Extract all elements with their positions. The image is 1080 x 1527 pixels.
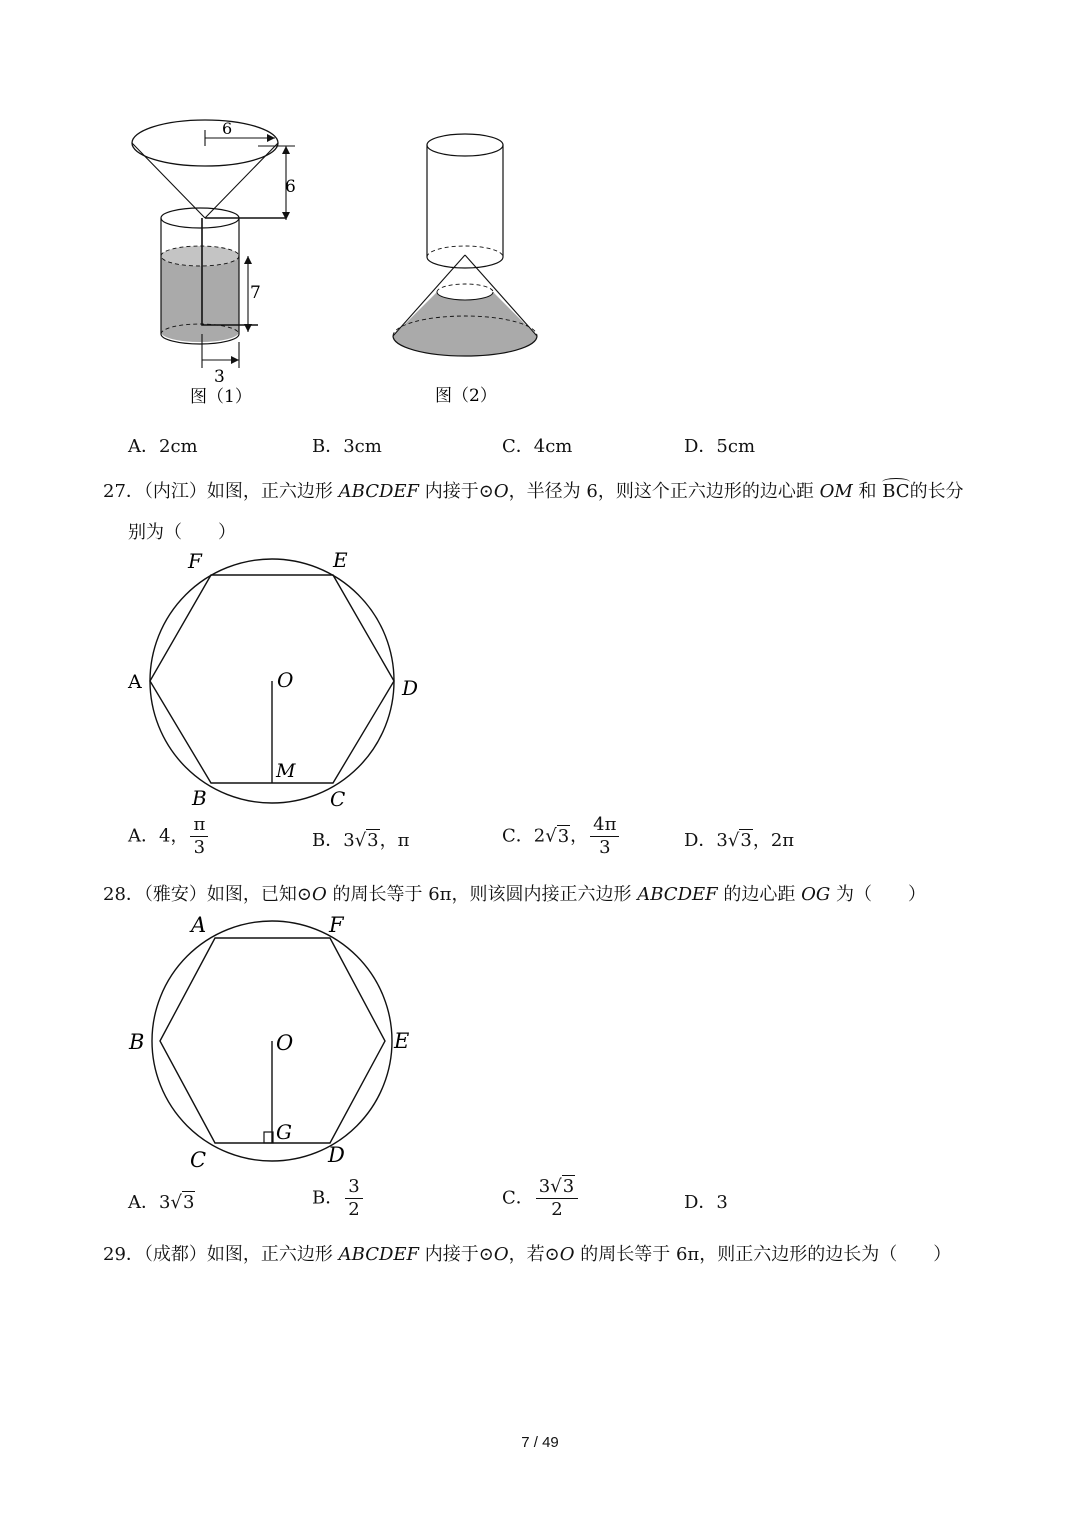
fraction: $\frac{3√3}{2}$	[536, 1176, 578, 1221]
q28-label-g: G	[276, 1120, 292, 1144]
q26-figure-1	[120, 110, 330, 410]
q28-option-a[interactable]: A．3√3	[128, 1192, 195, 1213]
q27-label-f: F	[188, 549, 202, 573]
q28-stem: 28．（雅安）如图，已知⊙O 的周长等于 6π，则该圆内接正六边形 ABCDEF 的边心距 OG 为（ ）	[103, 884, 926, 905]
q27-label-b: B	[192, 786, 207, 810]
q26-figure-2	[385, 125, 555, 410]
q27-label-d: D	[402, 676, 419, 700]
q26-option-b[interactable]: B．3cm	[312, 436, 382, 457]
q26-label-top-radius: 6	[222, 119, 233, 138]
q26-option-d[interactable]: D．5cm	[684, 436, 756, 457]
page-number: 7 / 49	[521, 1434, 559, 1451]
q26-label-base-radius: 3	[214, 367, 225, 387]
q28-label-b: B	[129, 1030, 145, 1054]
q28-option-c[interactable]: C． $\frac{3√3}{2}$	[502, 1176, 580, 1221]
q28-label-f: F	[329, 913, 344, 937]
q28-figure-hexagon	[120, 905, 430, 1175]
q27-label-m: M	[276, 760, 296, 782]
q28-number: 28．	[103, 884, 144, 905]
q27-option-c[interactable]: C．2√3， $\frac{4\pi}{3}$	[502, 814, 621, 859]
q27-option-a[interactable]: A．4， $\frac{\pi}{3}$	[128, 814, 210, 859]
q28-label-o: O	[276, 1031, 294, 1055]
q27-label-c: C	[330, 787, 346, 811]
q29-source: （成都）	[143, 1244, 207, 1265]
fraction: $\frac{3}{2}$	[345, 1176, 362, 1221]
q27-option-b[interactable]: B．3√3，π	[312, 830, 410, 851]
q26-label-cone-height: 6	[285, 177, 296, 197]
q29-stem: 29．（成都）如图，正六边形 ABCDEF 内接于⊙O，若⊙O 的周长等于 6π，则正六边形的边长为（ ）	[103, 1244, 952, 1265]
q29-number: 29．	[103, 1244, 144, 1265]
q27-label-o: O	[277, 668, 294, 692]
q27-source: （内江）	[143, 481, 207, 502]
q26-option-a[interactable]: A．2cm	[128, 436, 198, 457]
q28-option-d[interactable]: D．3	[684, 1192, 728, 1213]
q27-label-e: E	[333, 548, 348, 572]
q26-label-water-height: 7	[250, 283, 261, 303]
q28-source: （雅安）	[143, 884, 207, 905]
q27-stem-line-1: 27．（内江）如图，正六边形 ABCDEF 内接于⊙O，半径为 6，则这个正六边形的边心距 OM 和 BC的长分	[103, 481, 964, 502]
q28-label-a: A	[191, 913, 207, 937]
fraction: $\frac{\pi}{3}$	[190, 814, 208, 859]
q28-label-e: E	[394, 1029, 410, 1053]
fraction: $\frac{4\pi}{3}$	[590, 814, 619, 859]
q27-option-d[interactable]: D．3√3，2π	[684, 830, 795, 851]
q27-number: 27．	[103, 481, 144, 502]
q27-label-a: A	[128, 671, 142, 693]
q26-option-c[interactable]: C．4cm	[502, 436, 573, 457]
q27-stem-line-2: 别为（ ）	[128, 522, 236, 543]
arc-bc: BC	[882, 481, 910, 502]
q28-label-c: C	[190, 1148, 207, 1172]
q27-figure-hexagon	[120, 540, 440, 815]
q26-figure-1-caption: 图（1）	[190, 387, 252, 407]
q26-figure-2-caption: 图（2）	[435, 386, 497, 406]
q28-label-d: D	[328, 1143, 345, 1167]
q28-option-b[interactable]: B． $\frac{3}{2}$	[312, 1176, 365, 1221]
